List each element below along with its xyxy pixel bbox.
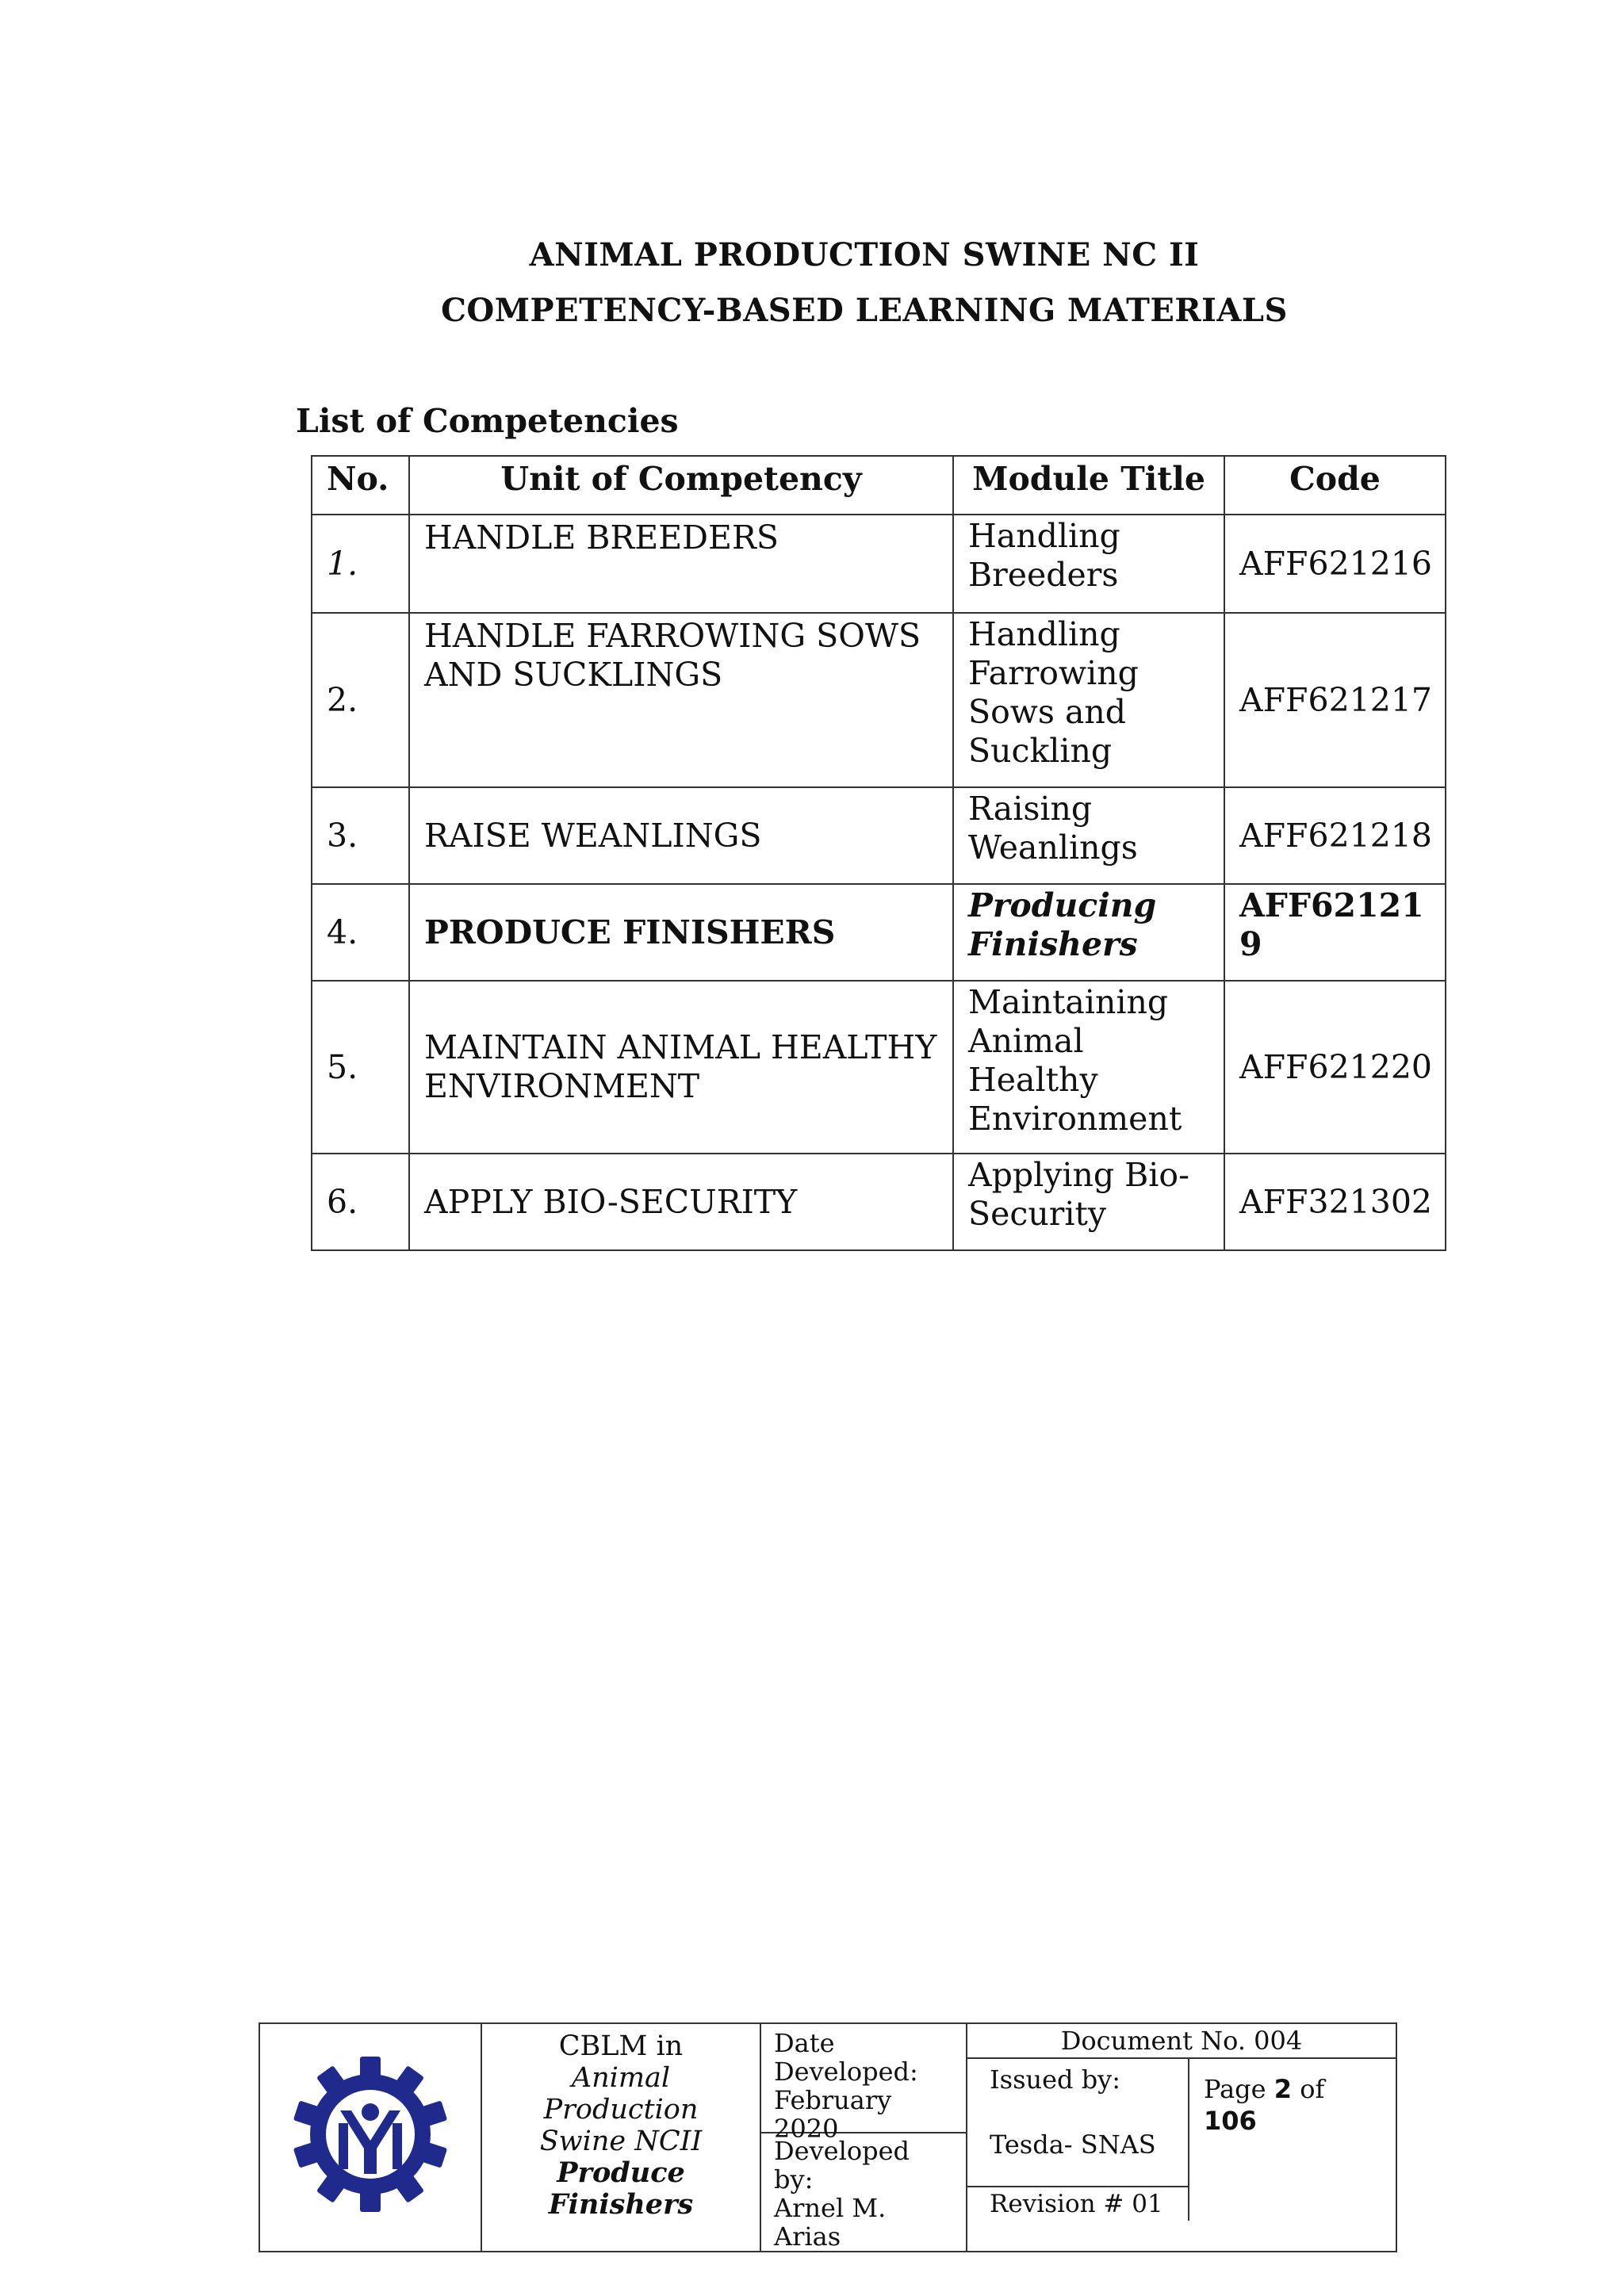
document-subtitle: COMPETENCY-BASED LEARNING MATERIALS — [441, 292, 1288, 329]
row-code: AFF621218 — [1224, 787, 1446, 884]
cblm-line: Produce — [557, 2156, 685, 2189]
footer-logo-cell — [259, 2023, 481, 2252]
footer-cblm-cell — [481, 2023, 760, 2252]
cblm-line: Animal — [571, 2062, 671, 2094]
cblm-line: Finishers — [548, 2188, 694, 2221]
header-code: Code — [1224, 456, 1446, 515]
competency-table — [311, 455, 1446, 1251]
developed-by-label: Developed by: — [774, 2136, 910, 2195]
row-code — [1224, 884, 1446, 981]
page-of: of — [1292, 2074, 1325, 2104]
row-unit: PRODUCE FINISHERS — [409, 884, 953, 981]
table-row — [312, 787, 1446, 884]
row-unit: APPLY BIO-SECURITY — [409, 1154, 953, 1250]
issued-by-label: Issued by: — [990, 2064, 1121, 2095]
cblm-line: CBLM in — [558, 2030, 684, 2062]
row-code: AFF621217 — [1224, 613, 1446, 787]
cblm-line: Production — [543, 2094, 699, 2126]
row-module: Raising Weanlings — [953, 787, 1224, 884]
document-title: ANIMAL PRODUCTION SWINE NC II — [529, 236, 1200, 274]
header-unit: Unit of Competency — [409, 456, 953, 515]
row-no: 5. — [312, 981, 409, 1154]
row-code: AFF321302 — [1224, 1154, 1446, 1250]
developed-by — [761, 2133, 966, 2251]
page-prefix: Page — [1204, 2074, 1274, 2104]
issued-by — [967, 2059, 1189, 2221]
row-module: Maintaining Animal Healthy Environment — [953, 981, 1224, 1154]
row-no: 1. — [312, 515, 409, 613]
table-row — [312, 515, 1446, 613]
cblm-line: Swine NCII — [539, 2126, 703, 2157]
page-total: 106 — [1204, 2106, 1257, 2136]
row-code-part1: AFF62121 — [1239, 886, 1424, 924]
date-value: February — [774, 2085, 892, 2115]
date-label: Date — [774, 2028, 835, 2058]
row-no: 3. — [312, 787, 409, 884]
table-header-row — [312, 456, 1446, 515]
row-unit: HANDLE BREEDERS — [409, 515, 953, 613]
date-value: 2020 — [774, 2114, 839, 2144]
row-unit: MAINTAIN ANIMAL HEALTHY ENVIRONMENT — [409, 981, 953, 1154]
table-row — [312, 981, 1446, 1154]
revision-number: Revision # 01 — [967, 2186, 1188, 2221]
row-no: 4. — [312, 884, 409, 981]
row-unit: RAISE WEANLINGS — [409, 787, 953, 884]
document-number: Document No. 004 — [967, 2024, 1396, 2059]
row-module: Producing Finishers — [953, 884, 1224, 981]
page-current: 2 — [1274, 2074, 1293, 2104]
row-no: 2. — [312, 613, 409, 787]
header-no: No. — [312, 456, 409, 515]
page-number — [1189, 2059, 1339, 2221]
list-title: List of Competencies — [296, 402, 679, 440]
footer-date-cell — [760, 2023, 967, 2252]
row-code-part2: 9 — [1239, 925, 1262, 963]
developed-by-value: Arnel M. Arias — [774, 2193, 887, 2252]
table-row — [312, 884, 1446, 981]
table-row — [312, 613, 1446, 787]
tesda-gear-logo-icon — [291, 2055, 450, 2214]
header-module: Module Title — [953, 456, 1224, 515]
row-module: Handling Breeders — [953, 515, 1224, 613]
table-row — [312, 1154, 1446, 1250]
date-label: Developed: — [774, 2057, 918, 2087]
issued-by-value: Tesda- SNAS — [990, 2130, 1156, 2160]
row-code: AFF621220 — [1224, 981, 1446, 1154]
row-unit: HANDLE FARROWING SOWS AND SUCKLINGS — [409, 613, 953, 787]
footer-doc-cell — [967, 2023, 1396, 2252]
row-no: 6. — [312, 1154, 409, 1250]
row-module: Handling Farrowing Sows and Suckling — [953, 613, 1224, 787]
date-developed — [761, 2024, 966, 2144]
row-module: Applying Bio-Security — [953, 1154, 1224, 1250]
row-code: AFF621216 — [1224, 515, 1446, 613]
document-footer — [259, 2022, 1397, 2252]
